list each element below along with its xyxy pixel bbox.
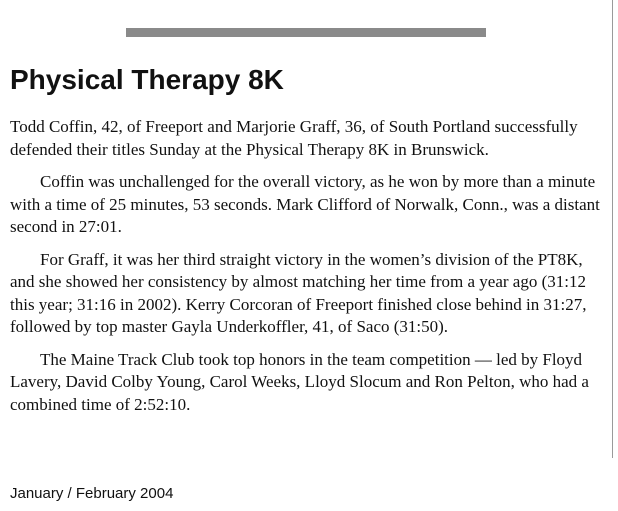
issue-date-footer: January / February 2004 bbox=[10, 485, 174, 502]
article-headline: Physical Therapy 8K bbox=[10, 64, 284, 95]
article-body bbox=[10, 116, 606, 426]
article-paragraph-2: Coffin was unchallenged for the overall victory, as he won by more than a minute with a time of 25 minutes, 53 seconds. Mark Clifford of Norwalk, Conn., was a distant second in 27:01. bbox=[10, 172, 600, 236]
article-paragraph-4: The Maine Track Club took top honors in the team competition — led by Floyd Lavery, David Colby Young, Carol Weeks, Lloyd Slocum and Ron Pelton, who had a combined time of 2:52:10. bbox=[10, 349, 589, 414]
article-paragraph-1: Todd Coffin, 42, of Freeport and Marjorie Graff, 36, of South Portland successfully defended their titles Sunday at the Physical Therapy 8K in Brunswick. bbox=[10, 117, 578, 159]
column-divider-rule bbox=[612, 0, 613, 458]
article-paragraph-3: For Graff, it was her third straight victory in the women’s division of the PT8K, and she showed her consistency by almost matching her time from a year ago (31:12 this year; 31:16 in 2002). Kerry Corcoran of Freeport finished close behind in 31:27, followed by top master Gayla Underkoffler, 41, of Saco (31:50). bbox=[10, 249, 587, 336]
decorative-top-bar bbox=[126, 28, 486, 37]
